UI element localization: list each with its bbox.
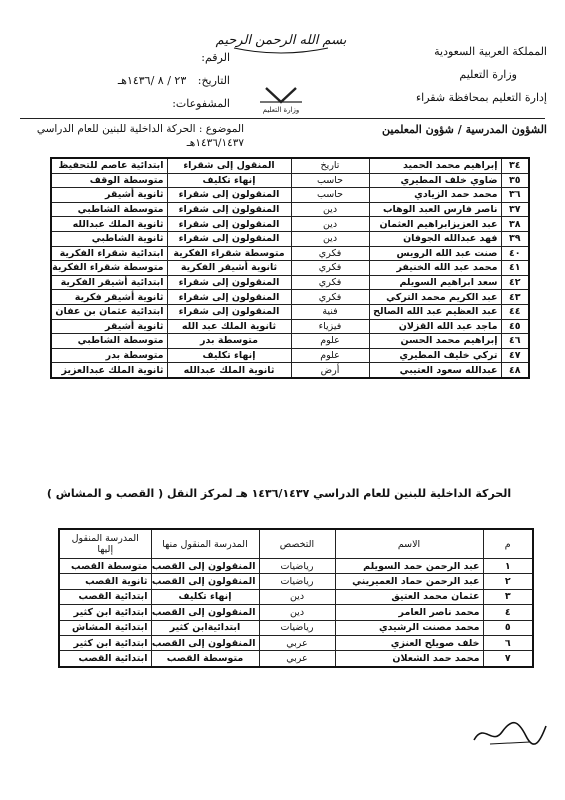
- cell-to: ثانوية أشيقر فكرية: [51, 290, 167, 305]
- cell-num: ٣٦: [501, 188, 529, 203]
- cell-num: ٤٣: [501, 290, 529, 305]
- letterhead-left: [70, 50, 230, 111]
- header-name: الاسم: [335, 529, 483, 559]
- attachments-label: المشفوعات:: [172, 97, 230, 110]
- cell-to: ثانوية أشيقر: [51, 319, 167, 334]
- cell-name: عبد الرحمن حمد السويلم: [335, 559, 483, 574]
- cell-from: المنقول إلى شقراء: [167, 158, 291, 173]
- header-to: المدرسة المنقول إليها: [59, 529, 151, 559]
- table-row: [51, 188, 529, 203]
- table-row: [51, 246, 529, 261]
- cell-name: سعد ابراهيم السويلم: [369, 275, 501, 290]
- header-from: المدرسة المنقول منها: [151, 529, 259, 559]
- cell-to: متوسطة الشاطبي: [51, 202, 167, 217]
- cell-name: محمد حمد الشعلان: [335, 651, 483, 667]
- cell-to: متوسطة الشاطبي: [51, 334, 167, 349]
- cell-name: إبراهيم محمد الحسن: [369, 334, 501, 349]
- cell-spec: دين: [259, 589, 335, 604]
- cell-num: ٣٨: [501, 217, 529, 232]
- cell-to: ابتدائية عثمان بن عفان: [51, 304, 167, 319]
- cell-name: عبد الكريم محمد التركي: [369, 290, 501, 305]
- cell-spec: رياضيات: [259, 620, 335, 635]
- cell-to: ثانوية الملك عبدالعزيز: [51, 363, 167, 378]
- cell-num: ٥: [483, 620, 533, 635]
- cell-spec: رياضيات: [259, 559, 335, 574]
- cell-num: ٤٨: [501, 363, 529, 378]
- table-row: [59, 559, 533, 574]
- cell-spec: دين: [291, 217, 369, 232]
- cell-from: ثانوية الملك عبدالله: [167, 363, 291, 378]
- table-row: [51, 173, 529, 188]
- cell-from: متوسطة القصب: [151, 651, 259, 667]
- cell-spec: عربي: [259, 635, 335, 650]
- cell-num: ٤٦: [501, 334, 529, 349]
- cell-to: ابتدائية شقراء الفكرية: [51, 246, 167, 261]
- cell-num: ٣: [483, 589, 533, 604]
- table-row: [51, 290, 529, 305]
- cell-name: محمد مصنت الرشيدي: [335, 620, 483, 635]
- cell-spec: فكري: [291, 246, 369, 261]
- number-label: الرقم:: [201, 51, 230, 64]
- cell-name: خلف صويلح العنزي: [335, 635, 483, 650]
- cell-from: إنهاء تكليف: [167, 348, 291, 363]
- table-row: [51, 363, 529, 378]
- cell-spec: فكري: [291, 261, 369, 276]
- cell-to: ابتدائية أشيقر الفكرية: [51, 275, 167, 290]
- cell-from: المنقولون إلى القصب: [151, 605, 259, 620]
- cell-spec: أرض: [291, 363, 369, 378]
- cell-spec: حاسب: [291, 188, 369, 203]
- cell-from: المنقولون إلى القصب: [151, 559, 259, 574]
- cell-from: المنقولون إلى القصب: [151, 574, 259, 589]
- cell-name: عبد الرحمن حماد العميريني: [335, 574, 483, 589]
- date-value: ٢٣ / ٨ /١٤٣٦هـ: [117, 74, 187, 87]
- cell-num: ٦: [483, 635, 533, 650]
- ministry-logo: [246, 84, 316, 114]
- cell-from: إنهاء تكليف: [151, 589, 259, 604]
- letterhead-right: [357, 44, 547, 105]
- cell-spec: رياضيات: [259, 574, 335, 589]
- table-row: [51, 158, 529, 173]
- cell-num: ٤٥: [501, 319, 529, 334]
- cell-to: ثانوية الشاطبي: [51, 231, 167, 246]
- cell-from: المنقولون إلى القصب: [151, 635, 259, 650]
- cell-spec: فكري: [291, 290, 369, 305]
- cell-spec: تاريخ: [291, 158, 369, 173]
- cell-spec: فنية: [291, 304, 369, 319]
- cell-spec: فيزياء: [291, 319, 369, 334]
- cell-name: محمد حمد الزيادي: [369, 188, 501, 203]
- table-row: [51, 217, 529, 232]
- table-row: [59, 635, 533, 650]
- cell-name: فهد عبدالله الجوفان: [369, 231, 501, 246]
- ministry-line: وزارة التعليم: [459, 68, 517, 81]
- cell-to: ابتدائية القصب: [59, 651, 151, 667]
- cell-to: ابتدائية القصب: [59, 589, 151, 604]
- cell-from: المنقولون إلى شقراء: [167, 304, 291, 319]
- subject-line: الموضوع : الحركة الداخلية للبنين للعام الدراسي ١٤٣٦/١٤٣٧هـ: [36, 123, 244, 149]
- cell-from: ثانوية الملك عبد الله: [167, 319, 291, 334]
- cell-num: ١: [483, 559, 533, 574]
- cell-from: المنقولون إلى شقراء: [167, 275, 291, 290]
- header-spec: التخصص: [259, 529, 335, 559]
- cell-from: المنقولون إلى شقراء: [167, 202, 291, 217]
- cell-name: تركي خليف المطيري: [369, 348, 501, 363]
- cell-num: ٧: [483, 651, 533, 667]
- cell-to: متوسطة بدر: [51, 348, 167, 363]
- basmala-calligraphy: [215, 18, 347, 62]
- country-line: المملكة العربية السعودية: [434, 45, 547, 58]
- table-row: [51, 348, 529, 363]
- table-row: [51, 319, 529, 334]
- cell-from: ابتدائيةابن كثير: [151, 620, 259, 635]
- logo-caption: وزارة التعليم: [262, 106, 300, 114]
- cell-to: ابتدائية عاصم للتحفيظ: [51, 158, 167, 173]
- table-row: [51, 334, 529, 349]
- cell-name: عبد العظيم عبد الله الصالح: [369, 304, 501, 319]
- cell-to: متوسطة القصب: [59, 559, 151, 574]
- cell-name: محمد ناصر العامر: [335, 605, 483, 620]
- cell-num: ٣٩: [501, 231, 529, 246]
- directorate-line: إدارة التعليم بمحافظة شقراء: [415, 91, 547, 104]
- transfers-table-2: [58, 528, 534, 668]
- cell-spec: حاسب: [291, 173, 369, 188]
- cell-to: ثانوية أشيقر: [51, 188, 167, 203]
- cell-name: عثمان محمد العتيق: [335, 589, 483, 604]
- cell-name: إبراهيم محمد الحميد: [369, 158, 501, 173]
- cell-spec: دين: [259, 605, 335, 620]
- cell-name: صنت عبد الله الرويس: [369, 246, 501, 261]
- cell-name: عبد العزيزابراهيم العثمان: [369, 217, 501, 232]
- table-row: [51, 261, 529, 276]
- date-label: التاريخ:: [197, 74, 230, 87]
- cell-num: ٤٠: [501, 246, 529, 261]
- department-line: الشؤون المدرسية / شؤون المعلمين: [382, 123, 547, 136]
- header-num: م: [483, 529, 533, 559]
- basmala-text: بسم الله الرحمن الرحيم: [215, 33, 347, 48]
- cell-to: ابتدائية المشاش: [59, 620, 151, 635]
- table-row: [51, 231, 529, 246]
- cell-spec: عربي: [259, 651, 335, 667]
- table-row: [59, 574, 533, 589]
- table-row: [51, 275, 529, 290]
- table-row: [59, 620, 533, 635]
- transfers-table-1: [50, 157, 530, 379]
- cell-spec: دين: [291, 231, 369, 246]
- cell-from: المنقولون إلى شقراء: [167, 217, 291, 232]
- cell-spec: فكري: [291, 275, 369, 290]
- cell-spec: علوم: [291, 348, 369, 363]
- cell-name: ناصر فارس العبد الوهاب: [369, 202, 501, 217]
- table-row: [59, 651, 533, 667]
- cell-spec: دين: [291, 202, 369, 217]
- cell-to: متوسطة الوقف: [51, 173, 167, 188]
- cell-num: ٢: [483, 574, 533, 589]
- signature-mark: [470, 712, 550, 752]
- cell-num: ٤٧: [501, 348, 529, 363]
- table-row: [59, 605, 533, 620]
- cell-num: ٤٤: [501, 304, 529, 319]
- cell-from: متوسطة بدر: [167, 334, 291, 349]
- cell-from: المنقولون إلى شقراء: [167, 290, 291, 305]
- table-row: [51, 304, 529, 319]
- cell-name: عبدالله سعود العتيبي: [369, 363, 501, 378]
- cell-from: المنقولون إلى شقراء: [167, 231, 291, 246]
- cell-name: ضاوي خلف المطيري: [369, 173, 501, 188]
- cell-to: ثانوية القصب: [59, 574, 151, 589]
- cell-num: ٣٧: [501, 202, 529, 217]
- cell-to: ثانوية الملك عبدالله: [51, 217, 167, 232]
- cell-from: المنقولون إلى شقراء: [167, 188, 291, 203]
- cell-num: ٤١: [501, 261, 529, 276]
- cell-from: إنهاء تكليف: [167, 173, 291, 188]
- table-row: [51, 202, 529, 217]
- table-header-row: [59, 529, 533, 559]
- cell-to: ابتدائية ابن كثير: [59, 635, 151, 650]
- cell-spec: علوم: [291, 334, 369, 349]
- cell-name: ماجد عبد الله القزلان: [369, 319, 501, 334]
- section2-title: الحركة الداخلية للبنين للعام الدراسي ١٤٣٦/١٤٣٧ هـ لمركز النقل ( القصب و المشاش ): [46, 487, 512, 500]
- cell-from: متوسطة شقراء الفكرية: [167, 246, 291, 261]
- cell-to: متوسطة شقراء الفكرية: [51, 261, 167, 276]
- cell-num: ٤: [483, 605, 533, 620]
- table-row: [59, 589, 533, 604]
- header-rule: [20, 118, 545, 119]
- cell-from: ثانوية أشيقر الفكرية: [167, 261, 291, 276]
- cell-num: ٣٤: [501, 158, 529, 173]
- cell-to: ابتدائية ابن كثير: [59, 605, 151, 620]
- cell-num: ٤٢: [501, 275, 529, 290]
- cell-num: ٣٥: [501, 173, 529, 188]
- cell-name: محمد عبد الله الخنيفر: [369, 261, 501, 276]
